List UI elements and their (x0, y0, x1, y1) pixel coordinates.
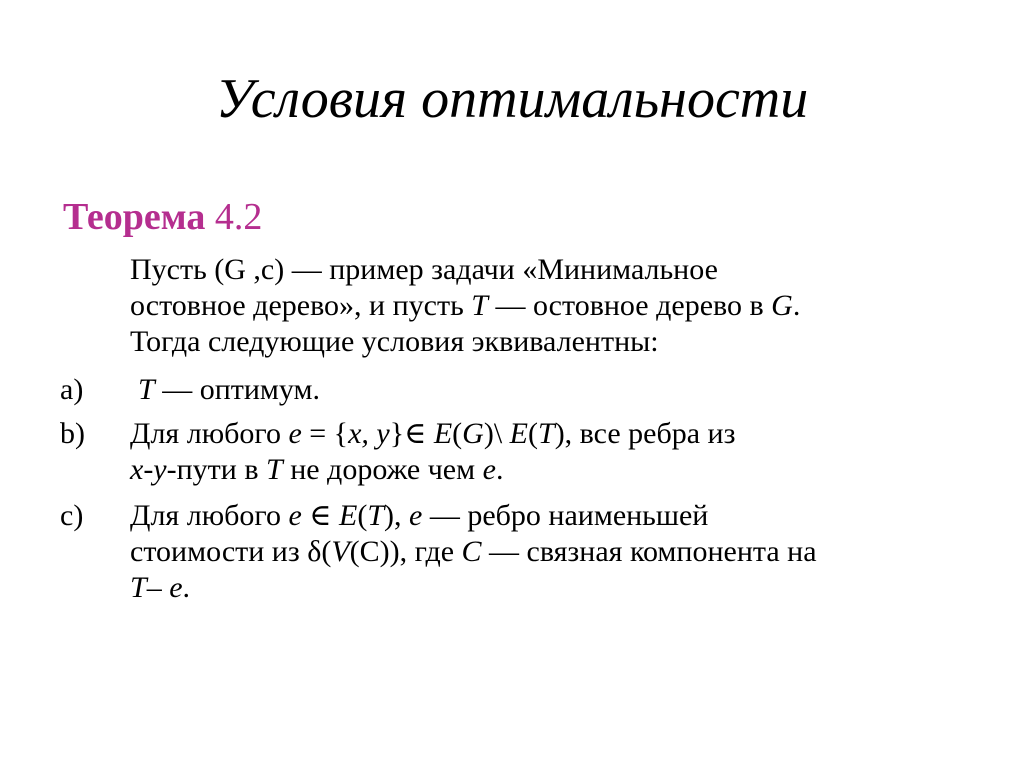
condition-b-marker: b) (60, 417, 85, 450)
theorem-heading (63, 194, 262, 240)
condition-c-text: Для любого e ∈ E(T), e — ребро наименьшей стоимости из δ(V(C)), где C — связная компонента на T– e. (130, 499, 817, 604)
slide-title: Условия оптимальности (215, 68, 809, 130)
intro-line-1: Пусть (G ,c) — пример задачи «Минимальное (130, 253, 718, 286)
condition-c-marker: c) (60, 499, 84, 532)
theorem-intro (130, 252, 990, 360)
intro-line-2: остовное дерево», и пусть T — остовное дерево в G. (130, 289, 801, 322)
condition-a-text: T — оптимум. (138, 373, 320, 406)
theorem-word: Теорема (63, 196, 206, 238)
condition-a-marker: a) (60, 373, 84, 406)
theorem-number: 4.2 (214, 196, 263, 238)
condition-b-text: Для любого e = {x, y}∈ E(G)\ E(T), все ребра из x-y-пути в T не дороже чем e. (130, 417, 736, 486)
intro-line-3: Тогда следующие условия эквивалентны: (130, 325, 659, 358)
